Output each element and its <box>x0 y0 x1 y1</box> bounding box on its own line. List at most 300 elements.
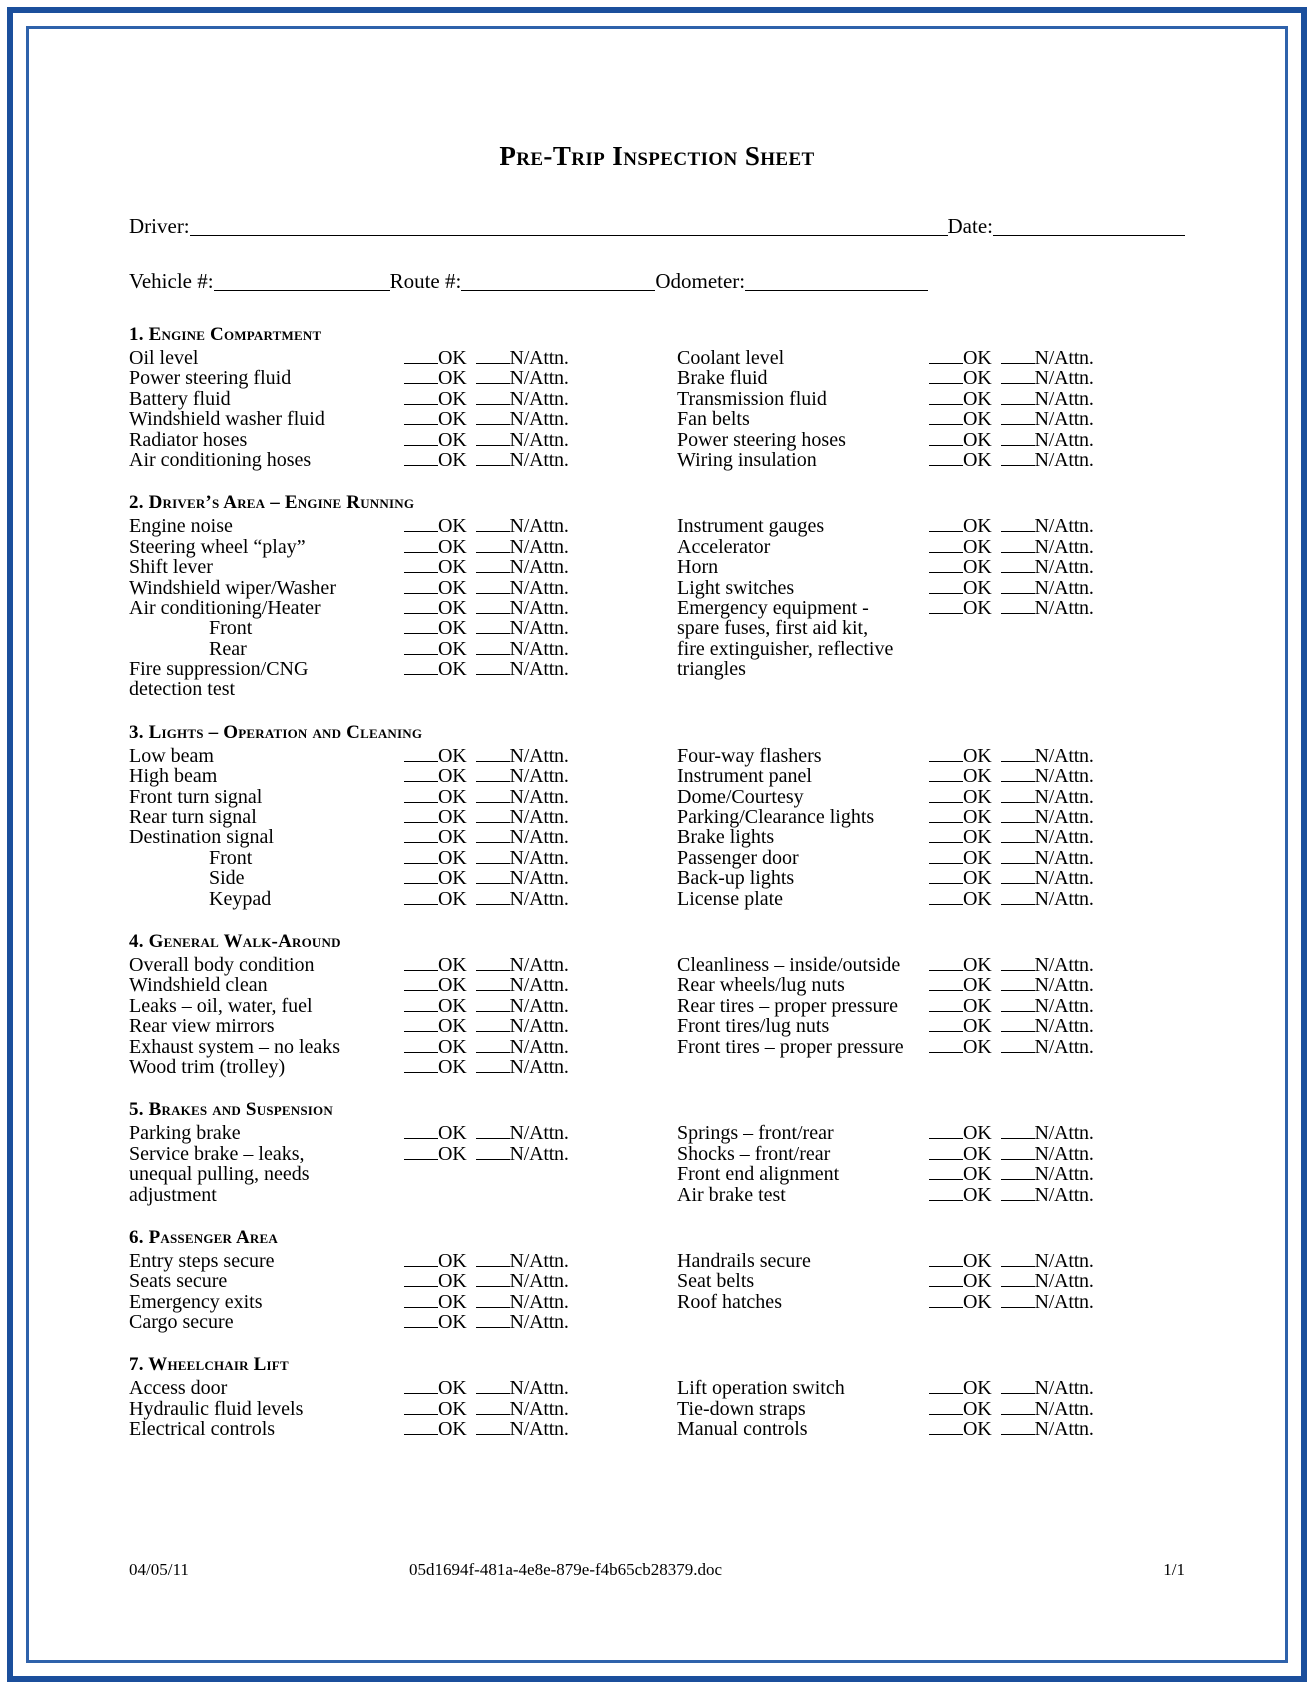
ok-checkbox-blank[interactable] <box>929 582 963 594</box>
ok-checkbox-blank[interactable] <box>404 372 438 384</box>
checklist-marks <box>404 450 569 470</box>
needs-attention-checkbox-blank[interactable] <box>1001 750 1035 762</box>
checklist-item-label: Tie-down straps <box>677 1397 806 1420</box>
checklist-marks <box>404 1123 569 1143</box>
needs-attention-label: N/Attn. <box>1034 744 1094 767</box>
checklist-item-label: Emergency exits <box>129 1290 263 1313</box>
ok-checkbox-blank[interactable] <box>404 1382 438 1394</box>
ok-label: OK <box>963 367 992 390</box>
ok-checkbox-blank[interactable] <box>404 1423 438 1435</box>
checklist-marks <box>929 598 1094 618</box>
section-number: 5. <box>129 1099 144 1121</box>
checklist-marks <box>404 848 569 868</box>
needs-attention-checkbox-blank[interactable] <box>1001 582 1035 594</box>
ok-checkbox-blank[interactable] <box>404 413 438 425</box>
checklist-item-label: Handrails secure <box>677 1249 811 1272</box>
needs-attention-checkbox-blank[interactable] <box>476 811 510 823</box>
ok-checkbox-blank[interactable] <box>404 1020 438 1032</box>
checklist-item-label: Coolant level <box>677 347 785 369</box>
section-title-text: Driver’s Area – Engine Running <box>148 492 415 514</box>
section-column-left <box>129 516 657 700</box>
page-frame-white-gap <box>20 20 1294 1669</box>
checklist-row <box>129 389 657 409</box>
checklist-row <box>677 827 1185 847</box>
checklist-marks <box>404 868 569 888</box>
needs-attention-checkbox-blank[interactable] <box>476 352 510 364</box>
checklist-item-label: Four-way flashers <box>677 744 822 767</box>
checklist-marks <box>404 1251 569 1271</box>
ok-label: OK <box>438 387 467 410</box>
ok-checkbox-blank[interactable] <box>929 750 963 762</box>
needs-attention-label: N/Attn. <box>509 867 569 890</box>
checklist-item-label: Accelerator <box>677 535 771 558</box>
ok-label: OK <box>438 367 467 390</box>
needs-attention-checkbox-blank[interactable] <box>1001 434 1035 446</box>
checklist-row <box>677 1399 1185 1419</box>
checklist-item-label: Instrument gauges <box>677 515 825 538</box>
ok-checkbox-blank[interactable] <box>404 1148 438 1160</box>
needs-attention-checkbox-blank[interactable] <box>1001 893 1035 905</box>
needs-attention-checkbox-blank[interactable] <box>1001 1127 1035 1139</box>
section-title-text: Wheelchair Lift <box>148 1354 289 1376</box>
checklist-marks <box>929 1037 1094 1057</box>
checklist-row <box>129 1037 657 1057</box>
needs-attention-checkbox-blank[interactable] <box>476 1275 510 1287</box>
section-number: 1. <box>129 324 144 345</box>
checklist-row <box>129 679 657 699</box>
needs-attention-checkbox-blank[interactable] <box>1001 831 1035 843</box>
date-input[interactable] <box>993 219 1185 236</box>
ok-checkbox-blank[interactable] <box>404 541 438 553</box>
ok-label: OK <box>438 408 467 431</box>
ok-label: OK <box>438 1015 467 1038</box>
ok-checkbox-blank[interactable] <box>929 561 963 573</box>
ok-checkbox-blank[interactable] <box>929 1423 963 1435</box>
ok-checkbox-blank[interactable] <box>929 1296 963 1308</box>
checklist-row <box>129 1016 657 1036</box>
ok-label: OK <box>963 515 992 538</box>
needs-attention-checkbox-blank[interactable] <box>476 1041 510 1053</box>
ok-label: OK <box>438 806 467 829</box>
checklist-marks <box>929 537 1094 557</box>
checklist-marks <box>929 766 1094 786</box>
page-frame-blue-thick <box>7 7 1307 1682</box>
needs-attention-checkbox-blank[interactable] <box>1001 979 1035 991</box>
needs-attention-checkbox-blank[interactable] <box>476 1127 510 1139</box>
ok-label: OK <box>438 867 467 890</box>
ok-checkbox-blank[interactable] <box>404 622 438 634</box>
needs-attention-label: N/Attn. <box>1034 1377 1094 1400</box>
needs-attention-checkbox-blank[interactable] <box>1001 1000 1035 1012</box>
needs-attention-checkbox-blank[interactable] <box>476 1403 510 1415</box>
checklist-item-label: Lift operation switch <box>677 1377 845 1400</box>
needs-attention-checkbox-blank[interactable] <box>1001 1275 1035 1287</box>
needs-attention-checkbox-blank[interactable] <box>476 1296 510 1308</box>
needs-attention-checkbox-blank[interactable] <box>1001 561 1035 573</box>
checklist-marks <box>404 578 569 598</box>
checklist-row <box>129 1271 657 1291</box>
needs-attention-checkbox-blank[interactable] <box>476 454 510 466</box>
needs-attention-label: N/Attn. <box>509 1035 569 1058</box>
checklist-item-label: Rear view mirrors <box>129 1015 275 1038</box>
ok-label: OK <box>963 1183 992 1206</box>
needs-attention-checkbox-blank[interactable] <box>476 893 510 905</box>
ok-checkbox-blank[interactable] <box>404 393 438 405</box>
checklist-marks <box>929 975 1094 995</box>
ok-checkbox-blank[interactable] <box>929 1168 963 1180</box>
checklist-row <box>129 889 657 909</box>
needs-attention-label: N/Attn. <box>509 974 569 997</box>
checklist-marks <box>929 557 1094 577</box>
checklist-item-label: Destination signal <box>129 826 274 849</box>
checklist-row <box>677 766 1185 786</box>
needs-attention-checkbox-blank[interactable] <box>1001 393 1035 405</box>
ok-checkbox-blank[interactable] <box>404 1127 438 1139</box>
needs-attention-label: N/Attn. <box>509 1249 569 1272</box>
needs-attention-checkbox-blank[interactable] <box>476 1000 510 1012</box>
checklist-row <box>677 430 1185 450</box>
ok-checkbox-blank[interactable] <box>404 643 438 655</box>
page-inner <box>29 29 1285 1660</box>
needs-attention-checkbox-blank[interactable] <box>476 1148 510 1160</box>
ok-checkbox-blank[interactable] <box>404 1275 438 1287</box>
section-number: 2. <box>129 492 144 514</box>
needs-attention-checkbox-blank[interactable] <box>476 1423 510 1435</box>
ok-checkbox-blank[interactable] <box>404 602 438 614</box>
needs-attention-checkbox-blank[interactable] <box>1001 1148 1035 1160</box>
needs-attention-checkbox-blank[interactable] <box>1001 1020 1035 1032</box>
checklist-item-label: Windshield wiper/Washer <box>129 576 336 599</box>
checklist-marks <box>404 389 569 409</box>
ok-checkbox-blank[interactable] <box>404 1041 438 1053</box>
ok-checkbox-blank[interactable] <box>404 770 438 782</box>
ok-checkbox-blank[interactable] <box>929 1275 963 1287</box>
ok-label: OK <box>438 658 467 681</box>
needs-attention-label: N/Attn. <box>509 367 569 390</box>
checklist-row <box>129 827 657 847</box>
footer-page-number: 1/1 <box>1163 1560 1185 1579</box>
checklist-marks <box>929 827 1094 847</box>
checklist-item-label: Front <box>209 617 253 640</box>
ok-checkbox-blank[interactable] <box>929 1020 963 1032</box>
ok-label: OK <box>438 617 467 640</box>
needs-attention-checkbox-blank[interactable] <box>476 852 510 864</box>
ok-checkbox-blank[interactable] <box>929 893 963 905</box>
checklist-item-label: Front tires – proper pressure <box>677 1035 904 1058</box>
odometer-input[interactable] <box>745 274 928 291</box>
needs-attention-checkbox-blank[interactable] <box>1001 1041 1035 1053</box>
needs-attention-checkbox-blank[interactable] <box>1001 1189 1035 1201</box>
checklist-row <box>677 1419 1185 1439</box>
ok-checkbox-blank[interactable] <box>404 1296 438 1308</box>
section-columns <box>129 348 1185 470</box>
needs-attention-checkbox-blank[interactable] <box>476 393 510 405</box>
needs-attention-checkbox-blank[interactable] <box>1001 520 1035 532</box>
driver-input[interactable] <box>190 219 948 236</box>
needs-attention-checkbox-blank[interactable] <box>1001 811 1035 823</box>
checklist-marks <box>929 389 1094 409</box>
checklist-marks <box>929 1144 1094 1164</box>
needs-attention-checkbox-blank[interactable] <box>476 770 510 782</box>
checklist-marks <box>404 1399 569 1419</box>
ok-checkbox-blank[interactable] <box>404 434 438 446</box>
checklist-marks <box>404 807 569 827</box>
ok-checkbox-blank[interactable] <box>929 1382 963 1394</box>
checklist-marks <box>404 557 569 577</box>
needs-attention-label: N/Attn. <box>509 408 569 431</box>
ok-checkbox-blank[interactable] <box>929 1041 963 1053</box>
checklist-row <box>129 1419 657 1439</box>
checklist-row <box>677 557 1185 577</box>
section-column-right <box>657 746 1185 909</box>
ok-checkbox-blank[interactable] <box>929 770 963 782</box>
needs-attention-label: N/Attn. <box>1034 1035 1094 1058</box>
needs-attention-checkbox-blank[interactable] <box>1001 1382 1035 1394</box>
checklist-marks <box>404 1016 569 1036</box>
ok-checkbox-blank[interactable] <box>929 372 963 384</box>
section-column-right <box>657 348 1185 470</box>
ok-checkbox-blank[interactable] <box>404 872 438 884</box>
ok-checkbox-blank[interactable] <box>404 750 438 762</box>
checklist-row <box>677 1292 1185 1312</box>
section-columns <box>129 1378 1185 1439</box>
ok-checkbox-blank[interactable] <box>929 393 963 405</box>
needs-attention-checkbox-blank[interactable] <box>1001 1423 1035 1435</box>
ok-checkbox-blank[interactable] <box>929 520 963 532</box>
ok-checkbox-blank[interactable] <box>929 831 963 843</box>
needs-attention-checkbox-blank[interactable] <box>476 791 510 803</box>
needs-attention-checkbox-blank[interactable] <box>1001 352 1035 364</box>
needs-attention-checkbox-blank[interactable] <box>1001 1403 1035 1415</box>
ok-checkbox-blank[interactable] <box>404 1403 438 1415</box>
ok-label: OK <box>438 347 467 369</box>
needs-attention-label: N/Attn. <box>509 428 569 451</box>
ok-checkbox-blank[interactable] <box>404 352 438 364</box>
checklist-item-label: Rear turn signal <box>129 806 257 829</box>
inspection-section <box>129 492 1185 700</box>
needs-attention-checkbox-blank[interactable] <box>476 582 510 594</box>
ok-label: OK <box>963 408 992 431</box>
needs-attention-label: N/Attn. <box>1034 1015 1094 1038</box>
checklist-marks <box>404 996 569 1016</box>
checklist-item-label: Air conditioning hoses <box>129 448 312 471</box>
needs-attention-checkbox-blank[interactable] <box>1001 602 1035 614</box>
vehicle-input[interactable] <box>214 274 390 291</box>
ok-label: OK <box>963 556 992 579</box>
needs-attention-checkbox-blank[interactable] <box>1001 413 1035 425</box>
needs-attention-checkbox-blank[interactable] <box>476 520 510 532</box>
ok-checkbox-blank[interactable] <box>404 979 438 991</box>
section-column-left <box>129 746 657 909</box>
needs-attention-checkbox-blank[interactable] <box>1001 372 1035 384</box>
checklist-item-label: Front tires/lug nuts <box>677 1015 830 1038</box>
ok-checkbox-blank[interactable] <box>404 831 438 843</box>
checklist-marks <box>404 1312 569 1332</box>
ok-checkbox-blank[interactable] <box>404 1061 438 1073</box>
needs-attention-checkbox-blank[interactable] <box>476 602 510 614</box>
ok-checkbox-blank[interactable] <box>404 582 438 594</box>
checklist-marks <box>929 368 1094 388</box>
ok-checkbox-blank[interactable] <box>929 602 963 614</box>
checklist-item-label: adjustment <box>129 1183 217 1206</box>
checklist-item-label: Rear <box>209 637 247 660</box>
ok-checkbox-blank[interactable] <box>929 791 963 803</box>
ok-checkbox-blank[interactable] <box>929 811 963 823</box>
checklist-item-label: Parking brake <box>129 1122 241 1145</box>
checklist-item-label: Roof hatches <box>677 1290 782 1313</box>
needs-attention-label: N/Attn. <box>509 637 569 660</box>
needs-attention-checkbox-blank[interactable] <box>1001 1296 1035 1308</box>
checklist-item-label: spare fuses, first aid kit, <box>677 617 869 640</box>
ok-checkbox-blank[interactable] <box>929 1189 963 1201</box>
ok-label: OK <box>963 596 992 619</box>
needs-attention-label: N/Attn. <box>509 785 569 808</box>
ok-checkbox-blank[interactable] <box>404 454 438 466</box>
ok-checkbox-blank[interactable] <box>929 413 963 425</box>
ok-checkbox-blank[interactable] <box>404 811 438 823</box>
ok-label: OK <box>438 1035 467 1058</box>
checklist-row <box>129 1123 657 1143</box>
needs-attention-label: N/Attn. <box>509 1122 569 1145</box>
section-column-right <box>657 516 1185 700</box>
checklist-item-label: Shift lever <box>129 556 213 579</box>
needs-attention-label: N/Attn. <box>509 1377 569 1400</box>
needs-attention-checkbox-blank[interactable] <box>476 979 510 991</box>
needs-attention-checkbox-blank[interactable] <box>476 372 510 384</box>
needs-attention-checkbox-blank[interactable] <box>1001 852 1035 864</box>
ok-checkbox-blank[interactable] <box>929 1255 963 1267</box>
needs-attention-checkbox-blank[interactable] <box>1001 770 1035 782</box>
ok-checkbox-blank[interactable] <box>929 541 963 553</box>
needs-attention-checkbox-blank[interactable] <box>1001 1168 1035 1180</box>
needs-attention-checkbox-blank[interactable] <box>476 413 510 425</box>
ok-checkbox-blank[interactable] <box>929 872 963 884</box>
checklist-row <box>129 430 657 450</box>
needs-attention-checkbox-blank[interactable] <box>476 1255 510 1267</box>
ok-checkbox-blank[interactable] <box>929 1148 963 1160</box>
checklist-item-label: Instrument panel <box>677 765 812 788</box>
route-input[interactable] <box>461 274 655 291</box>
ok-checkbox-blank[interactable] <box>404 663 438 675</box>
needs-attention-label: N/Attn. <box>1034 846 1094 869</box>
needs-attention-checkbox-blank[interactable] <box>476 872 510 884</box>
ok-checkbox-blank[interactable] <box>404 1255 438 1267</box>
checklist-item-label: Electrical controls <box>129 1418 276 1441</box>
checklist-row <box>677 868 1185 888</box>
checklist-item-label: Service brake – leaks, <box>129 1142 305 1165</box>
needs-attention-label: N/Attn. <box>509 387 569 410</box>
needs-attention-checkbox-blank[interactable] <box>476 561 510 573</box>
checklist-item-label: License plate <box>677 887 784 910</box>
section-number: 4. <box>129 930 144 952</box>
checklist-marks <box>404 368 569 388</box>
needs-attention-checkbox-blank[interactable] <box>1001 959 1035 971</box>
needs-attention-checkbox-blank[interactable] <box>1001 791 1035 803</box>
ok-checkbox-blank[interactable] <box>404 852 438 864</box>
driver-date-row <box>129 214 1185 239</box>
ok-label: OK <box>438 596 467 619</box>
ok-checkbox-blank[interactable] <box>929 979 963 991</box>
needs-attention-checkbox-blank[interactable] <box>1001 454 1035 466</box>
needs-attention-checkbox-blank[interactable] <box>476 1061 510 1073</box>
needs-attention-label: N/Attn. <box>1034 974 1094 997</box>
ok-label: OK <box>438 1311 467 1334</box>
needs-attention-checkbox-blank[interactable] <box>476 434 510 446</box>
checklist-row <box>129 1144 657 1164</box>
checklist-marks <box>404 430 569 450</box>
ok-label: OK <box>438 556 467 579</box>
needs-attention-checkbox-blank[interactable] <box>476 831 510 843</box>
checklist-marks <box>929 516 1094 536</box>
ok-label: OK <box>963 535 992 558</box>
footer-filename: 05d1694f-481a-4e8e-879e-f4b65cb28379.doc <box>409 1560 722 1579</box>
needs-attention-label: N/Attn. <box>509 535 569 558</box>
needs-attention-label: N/Attn. <box>509 448 569 471</box>
ok-checkbox-blank[interactable] <box>404 561 438 573</box>
checklist-item-label: Back-up lights <box>677 867 795 890</box>
checklist-marks <box>929 807 1094 827</box>
ok-checkbox-blank[interactable] <box>404 959 438 971</box>
needs-attention-checkbox-blank[interactable] <box>476 541 510 553</box>
inspection-section <box>129 722 1185 909</box>
ok-checkbox-blank[interactable] <box>929 1127 963 1139</box>
ok-checkbox-blank[interactable] <box>929 352 963 364</box>
checklist-item-label: Rear wheels/lug nuts <box>677 974 845 997</box>
needs-attention-label: N/Attn. <box>1034 576 1094 599</box>
checklist-marks <box>404 598 569 618</box>
ok-checkbox-blank[interactable] <box>929 454 963 466</box>
needs-attention-label: N/Attn. <box>1034 1163 1094 1186</box>
ok-checkbox-blank[interactable] <box>404 520 438 532</box>
ok-checkbox-blank[interactable] <box>404 1316 438 1328</box>
needs-attention-checkbox-blank[interactable] <box>476 1382 510 1394</box>
checklist-row <box>129 1378 657 1398</box>
ok-label: OK <box>438 826 467 849</box>
ok-checkbox-blank[interactable] <box>929 1000 963 1012</box>
needs-attention-checkbox-blank[interactable] <box>476 959 510 971</box>
needs-attention-checkbox-blank[interactable] <box>1001 541 1035 553</box>
needs-attention-checkbox-blank[interactable] <box>476 750 510 762</box>
ok-checkbox-blank[interactable] <box>929 434 963 446</box>
needs-attention-checkbox-blank[interactable] <box>476 622 510 634</box>
checklist-marks <box>404 746 569 766</box>
section-columns <box>129 1123 1185 1205</box>
needs-attention-checkbox-blank[interactable] <box>476 643 510 655</box>
ok-checkbox-blank[interactable] <box>404 893 438 905</box>
page-title: Pre-Trip Inspection Sheet <box>499 141 815 171</box>
ok-checkbox-blank[interactable] <box>929 959 963 971</box>
ok-checkbox-blank[interactable] <box>929 1403 963 1415</box>
checklist-marks <box>404 787 569 807</box>
checklist-item-label: Horn <box>677 556 719 579</box>
ok-checkbox-blank[interactable] <box>929 852 963 864</box>
checklist-marks <box>929 1016 1094 1036</box>
ok-label: OK <box>438 846 467 869</box>
checklist-item-label: Leaks – oil, water, fuel <box>129 994 313 1017</box>
needs-attention-checkbox-blank[interactable] <box>476 1020 510 1032</box>
ok-label: OK <box>963 1290 992 1313</box>
needs-attention-checkbox-blank[interactable] <box>476 663 510 675</box>
checklist-item-label: Fire suppression/CNG <box>129 658 309 681</box>
needs-attention-checkbox-blank[interactable] <box>1001 1255 1035 1267</box>
ok-label: OK <box>963 953 992 976</box>
needs-attention-checkbox-blank[interactable] <box>476 1316 510 1328</box>
ok-checkbox-blank[interactable] <box>404 791 438 803</box>
checklist-item-label: Rear tires – proper pressure <box>677 994 899 1017</box>
ok-checkbox-blank[interactable] <box>404 1000 438 1012</box>
needs-attention-label: N/Attn. <box>509 658 569 681</box>
needs-attention-checkbox-blank[interactable] <box>1001 872 1035 884</box>
